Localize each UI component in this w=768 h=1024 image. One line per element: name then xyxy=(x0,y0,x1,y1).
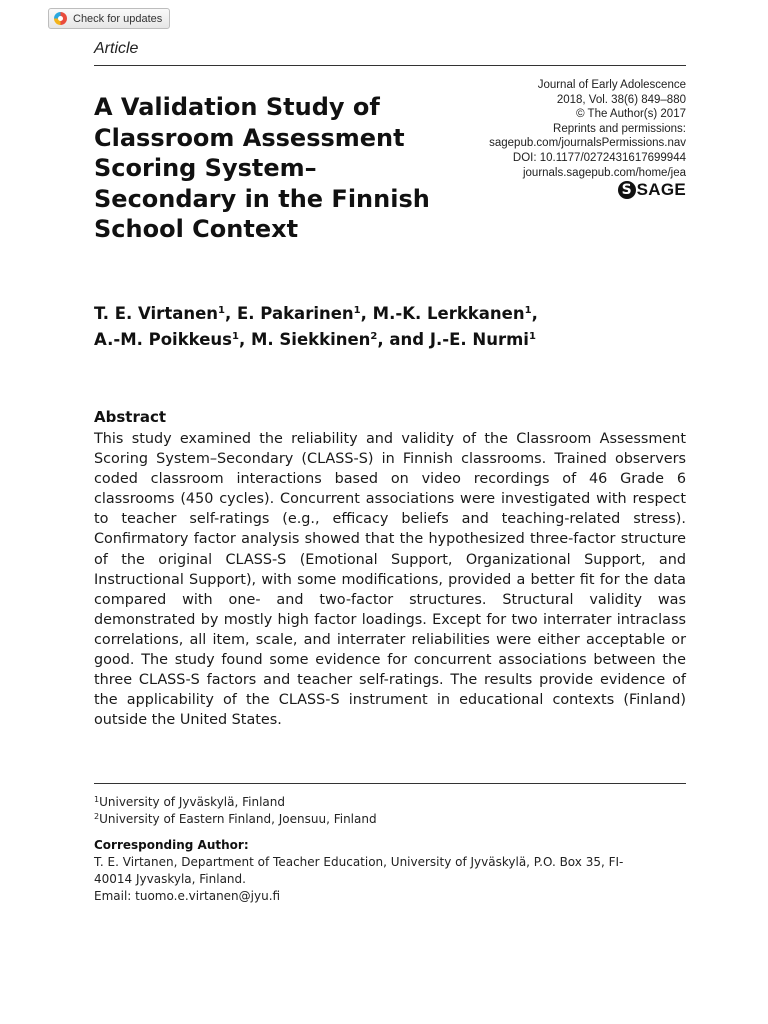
sage-logo xyxy=(618,180,686,200)
author-separator: , xyxy=(360,304,373,323)
sage-mark-icon: S xyxy=(618,181,636,199)
author-list xyxy=(94,301,694,353)
affiliation-number: 1 xyxy=(94,795,100,804)
journal-copyright: © The Author(s) 2017 xyxy=(576,108,686,121)
header-divider xyxy=(94,65,686,66)
title-line: School Context xyxy=(94,215,299,243)
paper-title xyxy=(94,92,474,245)
author-affiliation-mark: 1 xyxy=(218,305,225,316)
doi-text[interactable]: DOI: 10.1177/0272431617699944 xyxy=(512,151,686,164)
journal-meta xyxy=(446,78,686,180)
author-name: M.-K. Lerkkanen xyxy=(372,304,525,323)
corresponding-author-line: 40014 Jyvaskyla, Finland. xyxy=(94,872,246,886)
permissions-link[interactable]: sagepub.com/journalsPermissions.nav xyxy=(489,137,686,150)
author-separator: , xyxy=(225,304,238,323)
corresponding-author-line: T. E. Virtanen, Department of Teacher Education, University of Jyväskylä, P.O. Box 35, FI- xyxy=(94,855,624,869)
author-separator: , xyxy=(238,330,251,349)
author-affiliation-mark: 1 xyxy=(353,305,361,316)
crossmark-icon xyxy=(54,12,67,25)
title-line: Secondary in the Finnish xyxy=(94,184,430,213)
author-name: A.-M. Poikkeus xyxy=(94,330,232,349)
footnote-divider xyxy=(94,783,686,784)
author-name: E. Pakarinen xyxy=(237,304,354,323)
author-separator: , xyxy=(531,304,538,323)
check-for-updates-label: Check for updates xyxy=(73,12,163,25)
author-name: T. E. Virtanen xyxy=(94,304,219,323)
affiliation-number: 2 xyxy=(94,811,100,821)
article-type-label: Article xyxy=(94,40,139,57)
corresponding-author-heading: Corresponding Author: xyxy=(94,838,249,852)
author-affiliation-mark: 2 xyxy=(370,331,378,342)
abstract-heading: Abstract xyxy=(94,408,167,426)
reprints-label: Reprints and permissions: xyxy=(553,122,686,135)
author-separator: , and xyxy=(377,330,430,349)
journal-name: Journal of Early Adolescence xyxy=(537,79,686,91)
affiliation-item xyxy=(94,811,377,828)
author-affiliation-mark: 1 xyxy=(528,331,536,342)
author-affiliation-mark: 1 xyxy=(231,331,239,342)
title-line: Scoring System– xyxy=(94,154,317,182)
title-line: Classroom Assessment xyxy=(94,123,405,152)
affiliation-text: University of Jyväskylä, Finland xyxy=(99,795,285,809)
author-name: M. Siekkinen xyxy=(250,330,371,349)
author-name: J.-E. Nurmi xyxy=(429,330,529,349)
affiliation-item xyxy=(94,794,377,811)
corresponding-author-email[interactable]: Email: tuomo.e.virtanen@jyu.fi xyxy=(94,889,281,903)
journal-homepage-link[interactable]: journals.sagepub.com/home/jea xyxy=(522,166,686,179)
sage-wordmark: SAGE xyxy=(636,180,686,199)
abstract-text: This study examined the reliability and validity of the Classroom Assessment Scoring System–Secondary (CLASS-S) in Finnish classrooms. Trained observers coded classroom interactions based on video recordings of 46 Grade 6 classrooms (450 cycles). Concurrent associations were investigated with respect to teacher self-ratings (e.g., efficacy beliefs and teaching-related stress). Confirmatory factor analysis showed that the hypothesized three-factor structure of the original CLASS-S (Emotional Support, Organizational Support, and Instructional Support), with some modifications, provided a better fit for the data compared with one- and two-factor structures. Structural validity was demonstrated by mostly high factor loadings. Except for two interrater intraclass correlations, all item, scale, and interrater reliabilities were either acceptable or good. The study found some evidence for concurrent associations between the three CLASS-S factors and teacher self-ratings. The results provide evidence of the applicability of the CLASS-S instrument in educational contexts (Finland) outside the United States. xyxy=(94,431,686,729)
title-line: A Validation Study of xyxy=(94,93,380,121)
journal-issue: 2018, Vol. 38(6) 849–880 xyxy=(556,93,686,106)
author-affiliation-mark: 1 xyxy=(524,305,532,316)
affiliation-text: University of Eastern Finland, Joensuu, Finland xyxy=(99,811,377,826)
check-for-updates-button[interactable] xyxy=(48,8,170,29)
corresponding-author-details xyxy=(94,854,674,905)
affiliations xyxy=(94,794,377,827)
